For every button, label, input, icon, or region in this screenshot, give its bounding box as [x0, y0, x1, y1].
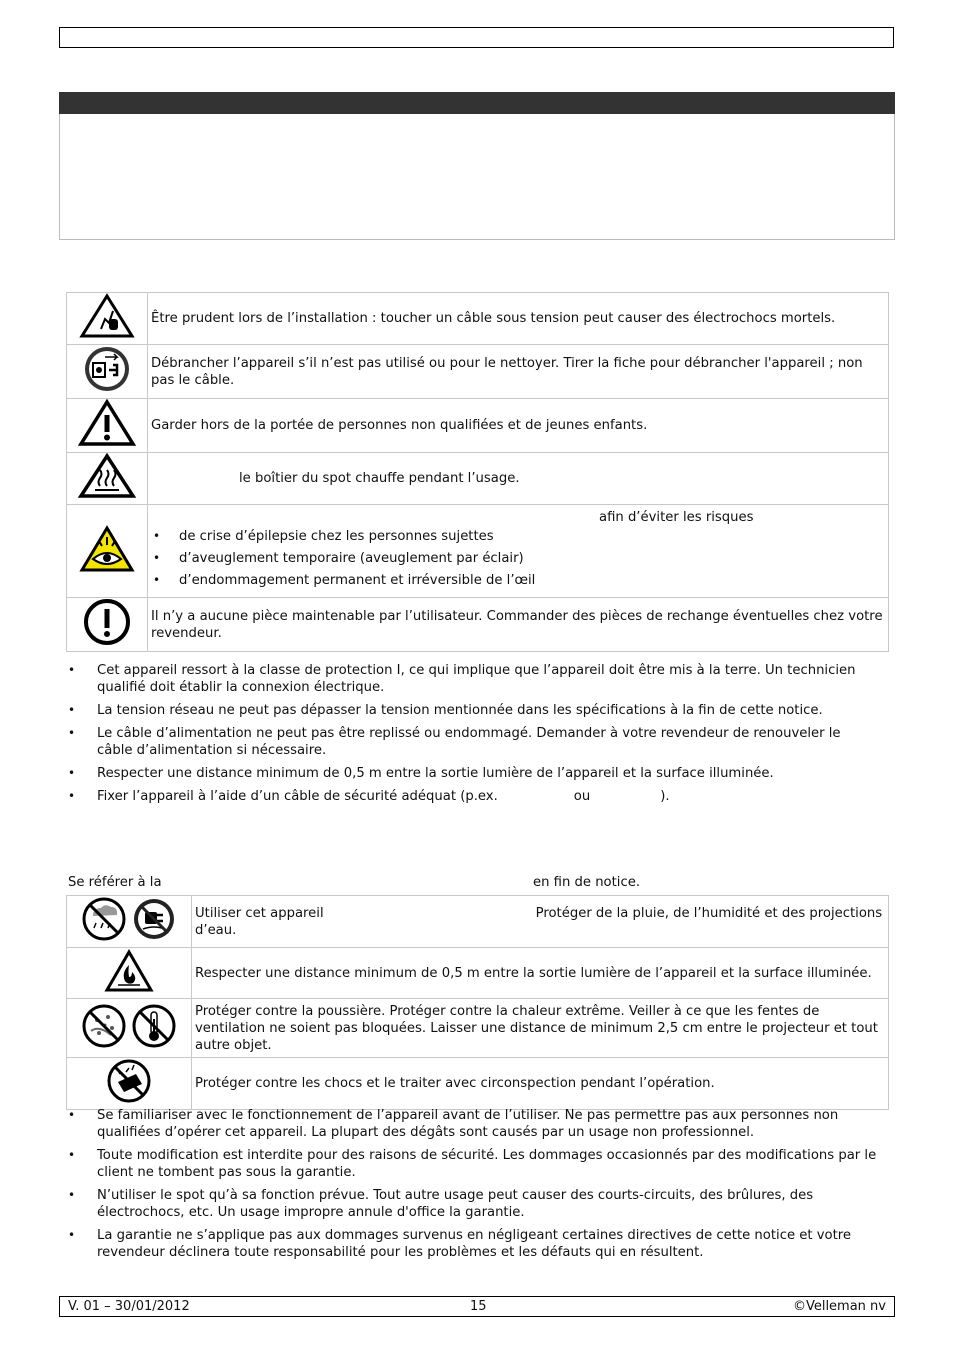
- table-row: [67, 453, 889, 505]
- section-content-box: [59, 114, 895, 240]
- guideline-text: Respecter une distance minimum de 0,5 m entre la sortie lumière de l’appareil et la surface illuminée.: [192, 948, 889, 999]
- safety-intro: afin d’éviter les risques: [599, 510, 754, 525]
- table-row: [67, 948, 889, 999]
- table-row: [67, 399, 889, 453]
- table-row: [67, 999, 889, 1058]
- list-item: • Respecter une distance minimum de 0,5 m entre la sortie lumière de l’appareil et la surface illuminée.: [68, 765, 868, 782]
- no-shock-icon: [67, 1058, 192, 1110]
- table-row: [67, 505, 889, 598]
- no-rain-icon: [81, 931, 127, 946]
- refer-text-b: en fin de notice.: [533, 875, 641, 890]
- list-item: • Cet appareil ressort à la classe de protection I, ce qui implique que l’appareil doit être mis à la terre. Un technicien qualifié doit établir la connexion électrique.: [68, 662, 868, 696]
- warning-triangle-icon: [67, 399, 148, 453]
- footer-copyright: ©Velleman nv: [792, 1299, 886, 1314]
- fix-text-a: Fixer l’appareil à l’aide d’un câble de sécurité adéquat (p.ex.: [97, 789, 498, 804]
- no-heat-icon: [131, 1038, 177, 1053]
- table-row: [67, 896, 889, 948]
- instruction-list: [68, 662, 868, 811]
- list-item: • de crise d’épilepsie chez les personnes sujettes: [151, 528, 884, 545]
- footer: [59, 1296, 895, 1317]
- guideline-text-b: Protéger de la pluie, de l’humidité et des projections d’eau.: [195, 905, 883, 938]
- list-item: • N’utiliser le spot qu’à sa fonction prévue. Tout autre usage peut causer des courts-circuits, des brûlures, des électrochocs, etc. Un usage impropre annule d'office la garantie.: [68, 1187, 883, 1221]
- header-box: [59, 27, 894, 48]
- table-row: [67, 1058, 889, 1110]
- no-dust-icon: [81, 1038, 127, 1053]
- risk-list: [151, 528, 884, 589]
- instruction-list: [68, 1107, 883, 1267]
- fix-text-c: ).: [660, 789, 670, 804]
- guideline-text: Protéger contre la poussière. Protéger contre la chaleur extrême. Veiller à ce que les fentes de ventilation ne soient pas bloquées. Laisser une distance de minimum 2,5 cm entre le projecteur et tout autre objet.: [192, 999, 889, 1058]
- safety-table: [66, 292, 889, 652]
- refer-line: [68, 874, 888, 891]
- list-item: [68, 788, 868, 805]
- list-item: • La garantie ne s’applique pas aux dommages survenus en négligeant certaines directives de cette notice et votre revendeur déclinera toute responsabilité pour les problèmes et les défauts qui en résultent.: [68, 1227, 883, 1261]
- fix-text-b: ou: [573, 789, 591, 804]
- list-item: • Le câble d’alimentation ne peut pas être replissé ou endommagé. Demander à votre revendeur de renouveler le câble d’alimentation si nécessaire.: [68, 725, 868, 759]
- safety-text: le boîtier du spot chauffe pendant l’usage.: [239, 471, 520, 486]
- refer-text-a: Se référer à la: [68, 875, 162, 890]
- guideline-text-a: Utiliser cet appareil: [195, 905, 324, 921]
- guidelines-table: [66, 895, 889, 1110]
- no-water-plug-icon: [131, 931, 177, 946]
- footer-page-number: 15: [470, 1299, 487, 1314]
- safety-text: Débrancher l’appareil s’il n’est pas utilisé ou pour le nettoyer. Tirer la fiche pour débrancher l'appareil ; non pas le câble.: [148, 345, 889, 399]
- eye-hazard-icon: [67, 505, 148, 598]
- safety-text: Être prudent lors de l’installation : toucher un câble sous tension peut causer des électrochocs mortels.: [148, 293, 889, 345]
- list-item: • Se familiariser avec le fonctionnement de l’appareil avant de l’utiliser. Ne pas permettre pas aux personnes non qualifiées d’opérer cet appareil. La plupart des dégâts sont causés par un usage non professionnel.: [68, 1107, 883, 1141]
- list-item: • d’endommagement permanent et irréversible de l’œil: [151, 572, 884, 589]
- list-item: • Toute modification est interdite pour des raisons de sécurité. Les dommages occasionnés par des modifications par le client ne tombent pas sous la garantie.: [68, 1147, 883, 1181]
- hot-surface-icon: [67, 453, 148, 505]
- safety-text: Il n’y a aucune pièce maintenable par l’utilisateur. Commander des pièces de rechange éventuelles chez votre revendeur.: [148, 598, 889, 652]
- list-item: • d’aveuglement temporaire (aveuglement par éclair): [151, 550, 884, 567]
- table-row: [67, 598, 889, 652]
- safety-text: Garder hors de la portée de personnes non qualifiées et de jeunes enfants.: [148, 399, 889, 453]
- guideline-text: Protéger contre les chocs et le traiter avec circonspection pendant l’opération.: [192, 1058, 889, 1110]
- exclamation-circle-icon: [67, 598, 148, 652]
- footer-version: V. 01 – 30/01/2012: [68, 1299, 190, 1314]
- electric-hand-icon: [67, 293, 148, 345]
- fire-hazard-icon: [67, 948, 192, 999]
- list-item: • La tension réseau ne peut pas dépasser la tension mentionnée dans les spécifications à la fin de cette notice.: [68, 702, 868, 719]
- table-row: [67, 293, 889, 345]
- table-row: [67, 345, 889, 399]
- section-header-bar: [59, 92, 895, 114]
- unplug-icon: [67, 345, 148, 399]
